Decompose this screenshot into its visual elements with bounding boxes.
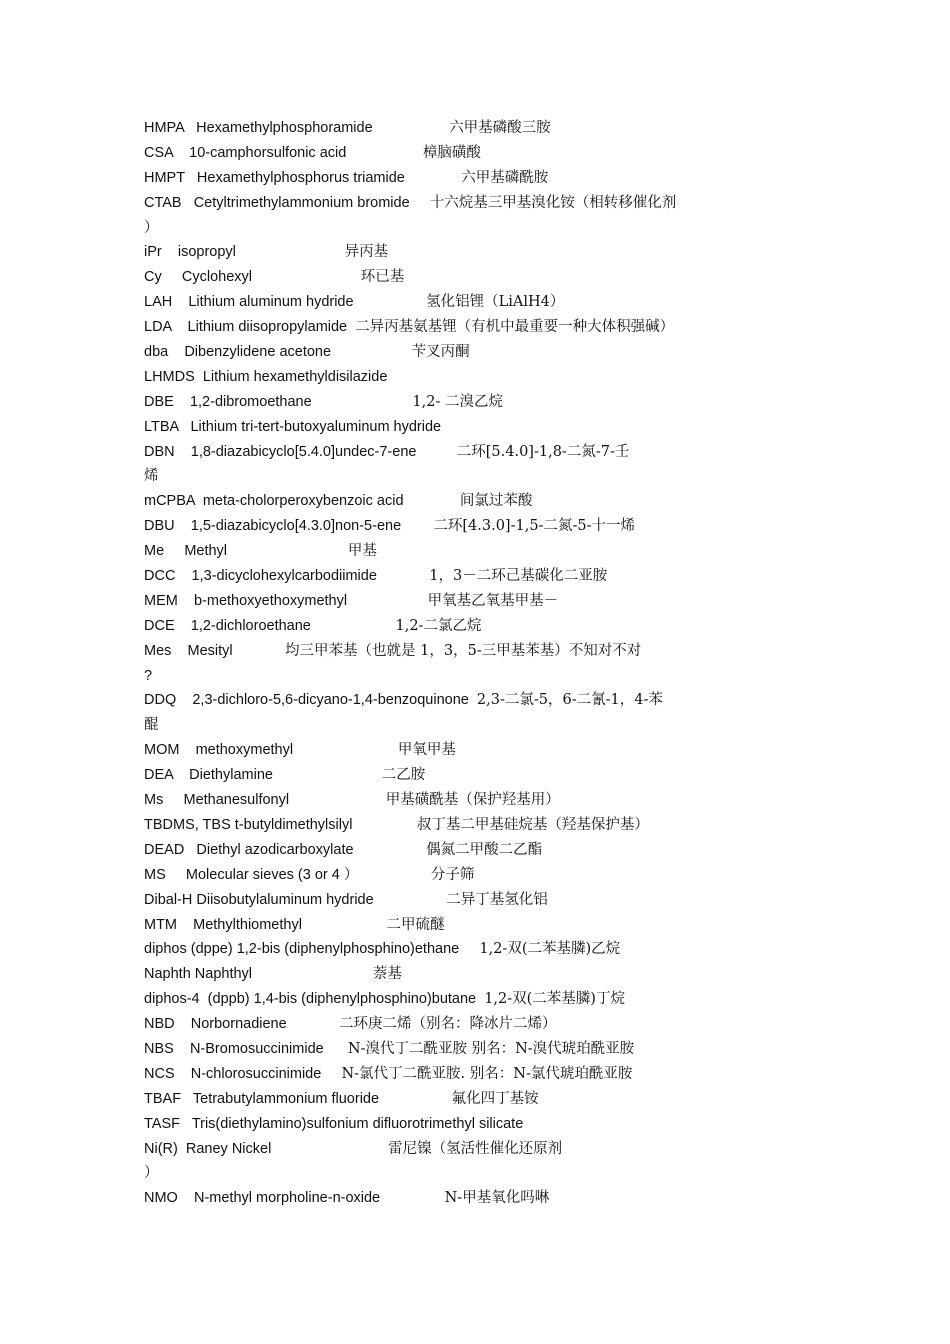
abbreviation: LHMDS bbox=[144, 368, 195, 385]
list-item bbox=[144, 738, 744, 763]
list-item bbox=[144, 1112, 744, 1137]
chinese-name: 二环[4.3.0]-1,5-二氮-5-十一烯 bbox=[433, 518, 635, 535]
chinese-name: ? bbox=[144, 667, 153, 684]
chinese-name: 雷尼镍（氢活性催化还原剂 bbox=[388, 1140, 563, 1157]
abbreviation: TBAF bbox=[144, 1090, 182, 1107]
list-item bbox=[144, 813, 744, 838]
chinese-name: 樟脑磺酸 bbox=[422, 144, 481, 161]
chinese-name: N-甲基氧化吗啉 bbox=[444, 1190, 550, 1207]
abbreviation: NBS bbox=[144, 1040, 174, 1057]
chinese-name: 十六烷基三甲基溴化铵（相转移催化剂 bbox=[429, 194, 677, 211]
english-name: 1,4-bis (diphenylphosphino)butane bbox=[253, 991, 477, 1008]
abbreviation: MEM bbox=[144, 592, 178, 609]
abbreviation-list bbox=[144, 116, 744, 1211]
list-item bbox=[144, 639, 744, 664]
list-item bbox=[144, 141, 744, 166]
list-item bbox=[144, 589, 744, 614]
chinese-name: N-溴代丁二酰亚胺 别名：N-溴代琥珀酰亚胺 bbox=[347, 1040, 635, 1057]
list-item bbox=[144, 888, 744, 913]
list-item bbox=[144, 1137, 744, 1162]
list-item bbox=[144, 539, 744, 564]
english-name: Lithium hexamethyldisilazide bbox=[202, 368, 388, 385]
english-name: Cyclohexyl bbox=[181, 269, 252, 286]
list-item bbox=[144, 688, 744, 713]
list-item bbox=[144, 937, 744, 962]
chinese-name: 二甲硫醚 bbox=[386, 916, 445, 933]
abbreviation: HMPA bbox=[144, 120, 185, 136]
english-name: Lithium tri-tert-butoxyaluminum hydride bbox=[190, 418, 442, 435]
chinese-name: N-氯代丁二酰亚胺. 别名：N-氯代琥珀酰亚胺 bbox=[341, 1065, 633, 1082]
abbreviation: MOM bbox=[144, 742, 180, 759]
chinese-name: 2,3-二氯-5，6-二氰-1，4-苯 bbox=[476, 692, 663, 709]
chinese-name: 环已基 bbox=[360, 269, 405, 286]
abbreviation: DEAD bbox=[144, 841, 185, 858]
english-name: Methylthiomethyl bbox=[193, 916, 302, 933]
list-item bbox=[144, 614, 744, 639]
abbreviation: DEA bbox=[144, 767, 174, 784]
english-name: Mesityl bbox=[187, 642, 233, 659]
chinese-name: 六甲基磷酸三胺 bbox=[449, 120, 551, 136]
abbreviation: mCPBA bbox=[144, 493, 195, 510]
english-name: Diethyl azodicarboxylate bbox=[196, 841, 354, 858]
list-item bbox=[144, 440, 744, 465]
chinese-name: ） bbox=[144, 219, 159, 236]
abbreviation: Me bbox=[144, 543, 165, 560]
abbreviation: CTAB bbox=[144, 194, 182, 211]
chinese-name: 1,2- 二溴乙烷 bbox=[412, 393, 503, 410]
abbreviation: LDA bbox=[144, 319, 172, 336]
list-item bbox=[144, 514, 744, 539]
english-name: N-Bromosuccinimide bbox=[189, 1040, 324, 1057]
list-item bbox=[144, 1037, 744, 1062]
english-name: Cetyltrimethylammonium bromide bbox=[193, 194, 410, 211]
abbreviation: TASF bbox=[144, 1115, 180, 1132]
abbreviation: diphos-4 (dppb) bbox=[144, 991, 250, 1008]
list-item bbox=[144, 166, 744, 191]
list-item bbox=[144, 340, 744, 365]
abbreviation: CSA bbox=[144, 144, 174, 161]
english-name: 10-camphorsulfonic acid bbox=[189, 144, 347, 161]
english-name: N-chlorosuccinimide bbox=[190, 1065, 322, 1082]
list-item bbox=[144, 240, 744, 265]
english-name: 1,3-dicyclohexylcarbodiimide bbox=[191, 568, 377, 585]
chinese-name: 二异丙基氨基锂（有机中最重要一种大体积强碱） bbox=[355, 319, 675, 336]
abbreviation: LAH bbox=[144, 294, 173, 311]
english-name: Norbornadiene bbox=[190, 1016, 287, 1033]
list-item bbox=[144, 365, 744, 390]
abbreviation: DBN bbox=[144, 443, 175, 460]
list-item bbox=[144, 1161, 744, 1186]
english-name: Methanesulfonyl bbox=[183, 792, 290, 809]
abbreviation: HMPT bbox=[144, 169, 185, 186]
chinese-name: 1,2-二氯乙烷 bbox=[395, 617, 482, 634]
list-item bbox=[144, 415, 744, 440]
abbreviation: MS bbox=[144, 866, 166, 883]
abbreviation: NCS bbox=[144, 1065, 175, 1082]
abbreviation: TBDMS, TBS bbox=[144, 816, 231, 833]
chinese-name: 氢化铝锂（LiAlH4） bbox=[426, 294, 565, 311]
list-item bbox=[144, 1087, 744, 1112]
abbreviation: diphos (dppe) bbox=[144, 941, 233, 958]
list-item bbox=[144, 962, 744, 987]
chinese-name: 二异丁基氢化铝 bbox=[446, 891, 548, 908]
english-name: b-methoxyethoxymethyl bbox=[193, 592, 348, 609]
chinese-name: 叔丁基二甲基硅烷基（羟基保护基） bbox=[416, 816, 649, 833]
english-name: 1,2-bis (diphenylphosphino)ethane bbox=[236, 941, 460, 958]
chinese-name: 二环庚二烯（别名：降冰片二烯） bbox=[339, 1016, 557, 1033]
english-name: 1,5-diazabicyclo[4.3.0]non-5-ene bbox=[190, 518, 402, 535]
chinese-name: 六甲基磷酰胺 bbox=[461, 169, 549, 186]
english-name: 2,3-dichloro-5,6-dicyano-1,4-benzoquinone bbox=[192, 692, 469, 709]
list-item bbox=[144, 1062, 744, 1087]
english-name: N-methyl morpholine-n-oxide bbox=[193, 1190, 381, 1207]
chinese-name: 间氯过苯酸 bbox=[459, 493, 533, 510]
english-name: Tetrabutylammonium fluoride bbox=[192, 1090, 380, 1107]
chinese-name: 1,2-双(二苯基膦)丁烷 bbox=[484, 991, 625, 1008]
list-item bbox=[144, 788, 744, 813]
list-item bbox=[144, 1186, 744, 1211]
list-item bbox=[144, 913, 744, 938]
english-name: Hexamethylphosphoramide bbox=[196, 120, 373, 136]
english-name: isopropyl bbox=[177, 244, 236, 261]
chinese-name: 醌 bbox=[144, 717, 159, 734]
chinese-name: 异丙基 bbox=[344, 244, 389, 261]
abbreviation: NMO bbox=[144, 1190, 178, 1207]
abbreviation: DCE bbox=[144, 617, 175, 634]
abbreviation: Dibal-H bbox=[144, 891, 193, 908]
english-name: 1,2-dichloroethane bbox=[190, 617, 311, 634]
abbreviation: iPr bbox=[144, 244, 162, 261]
abbreviation: DCC bbox=[144, 568, 176, 585]
list-item bbox=[144, 987, 744, 1012]
abbreviation: Naphth bbox=[144, 966, 191, 983]
list-item bbox=[144, 116, 744, 141]
english-name: Naphthyl bbox=[194, 966, 253, 983]
list-item bbox=[144, 265, 744, 290]
list-item bbox=[144, 464, 744, 489]
list-item bbox=[144, 1012, 744, 1037]
chinese-name: 偶氮二甲酸二乙酯 bbox=[426, 841, 543, 858]
english-name: Hexamethylphosphorus triamide bbox=[196, 169, 405, 186]
chinese-name: 二乙胺 bbox=[381, 767, 426, 784]
list-item bbox=[144, 290, 744, 315]
abbreviation: Ms bbox=[144, 792, 164, 809]
list-item bbox=[144, 664, 744, 689]
english-name: 1,8-diazabicyclo[5.4.0]undec-7-ene bbox=[190, 443, 417, 460]
abbreviation: Cy bbox=[144, 269, 162, 286]
list-item bbox=[144, 863, 744, 888]
chinese-name: 烯 bbox=[144, 468, 159, 485]
english-name: Diethylamine bbox=[189, 767, 273, 784]
chinese-name: 均三甲苯基（也就是 1，3，5-三甲基苯基）不知对不对 bbox=[285, 642, 642, 659]
list-item bbox=[144, 838, 744, 863]
english-name: methoxymethyl bbox=[195, 742, 294, 759]
abbreviation: dba bbox=[144, 344, 169, 361]
list-item bbox=[144, 315, 744, 340]
english-name: Methyl bbox=[184, 543, 228, 560]
chinese-name: 氟化四丁基铵 bbox=[451, 1090, 539, 1107]
abbreviation: MTM bbox=[144, 916, 178, 933]
chinese-name: 甲氧基乙氧基甲基－ bbox=[427, 592, 559, 609]
chinese-name: 二环[5.4.0]-1,8-二氮-7-壬 bbox=[456, 443, 630, 460]
abbreviation: DBE bbox=[144, 393, 174, 410]
english-name: Lithium aluminum hydride bbox=[188, 294, 354, 311]
english-name: Raney Nickel bbox=[185, 1140, 272, 1157]
chinese-name: 甲基磺酰基（保护羟基用） bbox=[385, 792, 560, 809]
chinese-name: 萘基 bbox=[372, 966, 402, 983]
abbreviation: DDQ bbox=[144, 692, 177, 709]
english-name: meta-cholorperoxybenzoic acid bbox=[202, 493, 404, 510]
chinese-name: 苄叉丙酮 bbox=[411, 344, 470, 361]
chinese-name: 甲氧甲基 bbox=[397, 742, 456, 759]
abbreviation: NBD bbox=[144, 1016, 175, 1033]
abbreviation: Ni(R) bbox=[144, 1140, 178, 1157]
english-name: 1,2-dibromoethane bbox=[189, 393, 312, 410]
chinese-name: 1，3－二环己基碳化二亚胺 bbox=[429, 568, 608, 585]
list-item bbox=[144, 216, 744, 241]
list-item bbox=[144, 564, 744, 589]
english-name: Dibenzylidene acetone bbox=[184, 344, 332, 361]
chinese-name: 甲基 bbox=[347, 543, 377, 560]
list-item bbox=[144, 763, 744, 788]
english-name: t-butyldimethylsilyl bbox=[234, 816, 353, 833]
english-name: Diisobutylaluminum hydride bbox=[196, 891, 374, 908]
list-item bbox=[144, 489, 744, 514]
chinese-name: ） bbox=[144, 1165, 159, 1182]
list-item bbox=[144, 191, 744, 216]
list-item bbox=[144, 713, 744, 738]
chinese-name: 分子筛 bbox=[430, 866, 475, 883]
list-item bbox=[144, 390, 744, 415]
english-name: Tris(diethylamino)sulfonium difluorotrimethyl silicate bbox=[191, 1115, 524, 1132]
abbreviation: Mes bbox=[144, 642, 172, 659]
abbreviation: LTBA bbox=[144, 418, 179, 435]
english-name: Molecular sieves (3 or 4 ） bbox=[185, 866, 359, 883]
english-name: Lithium diisopropylamide bbox=[187, 319, 348, 336]
chinese-name: 1,2-双(二苯基膦)乙烷 bbox=[479, 941, 621, 958]
abbreviation: DBU bbox=[144, 518, 175, 535]
